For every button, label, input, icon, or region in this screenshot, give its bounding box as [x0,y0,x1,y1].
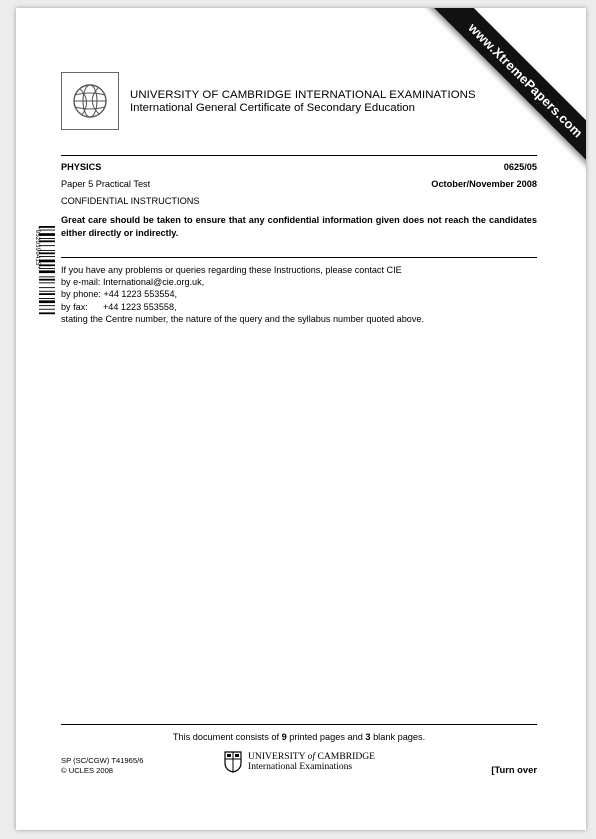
barcode-digits: *0520390415* [34,226,41,270]
confidential-heading: CONFIDENTIAL INSTRUCTIONS [61,196,200,206]
contact-phone-line: by phone: +44 1223 553554, [61,289,178,300]
cambridge-shield-icon [224,751,242,773]
barcode-bar [39,287,55,288]
barcode-bar [39,298,55,299]
confidentiality-warning: Great care should be taken to ensure that any confidential information given does not reach the candidates either directly or indirectly. [61,215,537,238]
barcode-bar [39,279,55,281]
logo-subtext: International Examinations [248,761,353,772]
cambridge-logo [224,751,375,773]
barcode-bar [39,312,55,314]
paper-title: Paper 5 Practical Test [61,179,151,189]
barcode-bar [39,276,55,277]
subject-name: PHYSICS [61,162,102,172]
logo-text: CAMBRIDGE [315,750,376,762]
barcode-bar [39,305,55,306]
note-text: This document consists of [172,732,282,742]
page-count-note [61,732,537,742]
barcode [29,226,55,344]
cie-globe-logo [61,72,119,130]
middle-rule [61,257,537,258]
bottom-rule [61,724,537,725]
contact-fax-line: by fax: +44 1223 553558, [61,301,177,312]
barcode-bar [39,300,55,303]
printed-pages-count: 9 [281,732,287,742]
contact-line: If you have any problems or queries regarding these Instructions, please contact CIE [61,265,402,275]
document-page [16,8,586,830]
document-reference: SP (SC/CGW) T41965/6 [61,756,144,765]
globe-icon [70,81,110,121]
note-text: printed pages and [286,732,366,742]
copyright-notice: © UCLES 2008 [61,766,114,775]
turn-over-note: [Turn over [491,764,537,775]
syllabus-code: 0625/05 [503,162,537,172]
exam-session: October/November 2008 [431,179,537,189]
contact-line: stating the Centre number, the nature of the query and the syllabus number quoted above. [61,313,424,324]
logo-text: of [307,750,316,762]
barcode-bar [39,291,55,292]
contact-info [61,264,424,325]
university-title: UNIVERSITY OF CAMBRIDGE INTERNATIONAL EXAMINATIONS [130,89,476,101]
contact-email-line: by e-mail: International@cie.org.uk, [61,277,205,288]
top-rule [61,155,537,156]
logo-text: UNIVERSITY [248,750,308,762]
blank-pages-count: 3 [365,732,371,742]
cambridge-logo-text [248,752,375,773]
barcode-bar [39,282,55,283]
barcode-bar [39,270,55,273]
note-text: blank pages. [370,732,426,742]
qualification-title: International General Certificate of Secondary Education [130,102,415,114]
barcode-bar [39,293,55,295]
ribbon-text: www.XtremePapers.com [465,19,586,141]
barcode-bar [39,309,55,310]
